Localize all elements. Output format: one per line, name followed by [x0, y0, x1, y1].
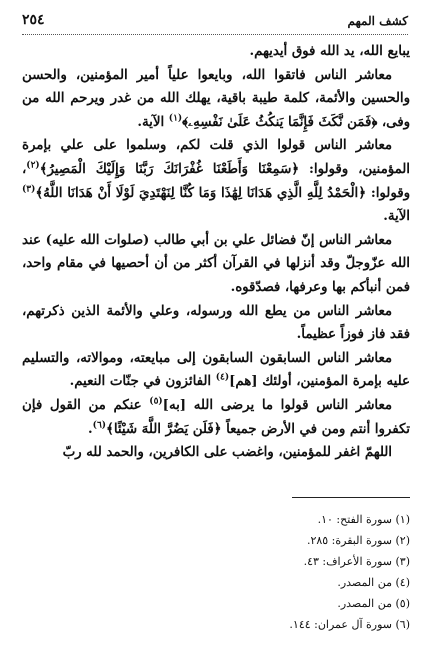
paragraph [22, 134, 410, 228]
footnote-ref: (٣) [22, 184, 36, 195]
footnote: (٦) سورة آل عمران: ١٤٤. [289, 618, 410, 631]
running-header [22, 10, 408, 35]
text-run: . [88, 421, 93, 437]
text-run: اللهمّ اغفر للمؤمنين، واغضب على الكافرين، والحمد لله ربّ [62, 445, 392, 461]
text-run: معاشر الناس قولوا الذي قلت لكم، وسلموا على علي بإمرة المؤمنين، وقولوا: [22, 138, 410, 177]
quran-quote: ﴿سَمِعْنَا وَأَطَعْنَا غُفْرَانَكَ رَبَّنَا وَإِلَيْكَ الْمَصِيرُ﴾ [39, 161, 300, 177]
paragraph [22, 441, 410, 465]
quran-quote: ﴿الْحَمْدُ لِلَّهِ الَّذِي هَدَانَا لِهَٰذَا وَمَا كُنَّا لِنَهْتَدِيَ لَوْلَا أَنْ هَدَانَا اللَّهُ﴾ [35, 185, 367, 201]
paragraph [22, 229, 410, 300]
text-run: الآية. [383, 209, 410, 225]
paragraph [22, 64, 410, 135]
paragraph [22, 394, 410, 441]
text-run: ، وقولوا: [22, 161, 410, 201]
text-run: الفائزون في جنّات النعيم. [69, 374, 216, 390]
footnote-ref: (٢) [26, 160, 40, 171]
footnote: (٣) سورة الأعراف: ٤٣. [303, 555, 410, 568]
text-run: يبايع الله، يد الله فوق أيديهم. [249, 44, 410, 59]
footnote: (٢) سورة البقرة: ٢٨٥. [306, 534, 410, 547]
footnote: (٤) من المصدر. [337, 576, 410, 589]
text-run: معاشر الناس إنّ فضائل علي بن أبي طالب (صلوات الله عليه) عند الله عزّوجلّ وقد أنزلها في القرآن أكثر من أن أحصيها في مقام واحد، فمن أنبأكم بها وعرفها، فصدّقوه. [22, 232, 410, 295]
footnote-separator [292, 497, 410, 498]
text-run: معاشر الناس قولوا ما يرضى الله [به] [162, 397, 392, 413]
footnotes [30, 509, 410, 635]
footnote-ref: (٥) [149, 396, 163, 407]
text-run: معاشر الناس السابقون السابقون إلى مبايعته، وموالاته، والتسليم عليه بإمرة المؤمنين، أولئك [هم] [22, 350, 410, 390]
text-run: عنكم من القول فإن تكفروا أنتم ومن في الأرض جميعاً [22, 397, 410, 437]
paragraph [22, 300, 410, 347]
running-title: كشف المهم [347, 14, 408, 28]
footnote-ref: (٦) [92, 420, 107, 431]
footnote-ref: (١) [168, 113, 183, 124]
body-text [22, 40, 410, 465]
paragraph [22, 347, 410, 394]
page-number: ٢٥٤ [22, 12, 45, 28]
quran-quote: ﴿فَلَن يَضُرَّ اللَّهَ شَيْئًا﴾ [106, 421, 222, 437]
quran-quote: ﴿فَمَن نَّكَثَ فَإِنَّمَا يَنكُثُ عَلَىٰ نَفْسِهِۦ﴾ [182, 114, 378, 130]
paragraph [22, 40, 410, 64]
footnote: (٥) من المصدر. [337, 597, 410, 610]
text-run: الآية. [137, 114, 169, 130]
text-run: معاشر الناس فاتقوا الله، وبايعوا علياً أمير المؤمنين، والحسن والحسين والأئمة، كلمة طيبة باقية، يهلك الله من غدر ويرحم الله من وفى، [22, 67, 410, 130]
footnote-ref: (٤) [215, 372, 230, 383]
footnote: (١) سورة الفتح: ١٠. [317, 513, 410, 526]
text-run: معاشر الناس من يطع الله ورسوله، وعلي والأئمة الذين ذكرتهم، فقد فاز فوزاً عظيماً. [22, 303, 410, 343]
